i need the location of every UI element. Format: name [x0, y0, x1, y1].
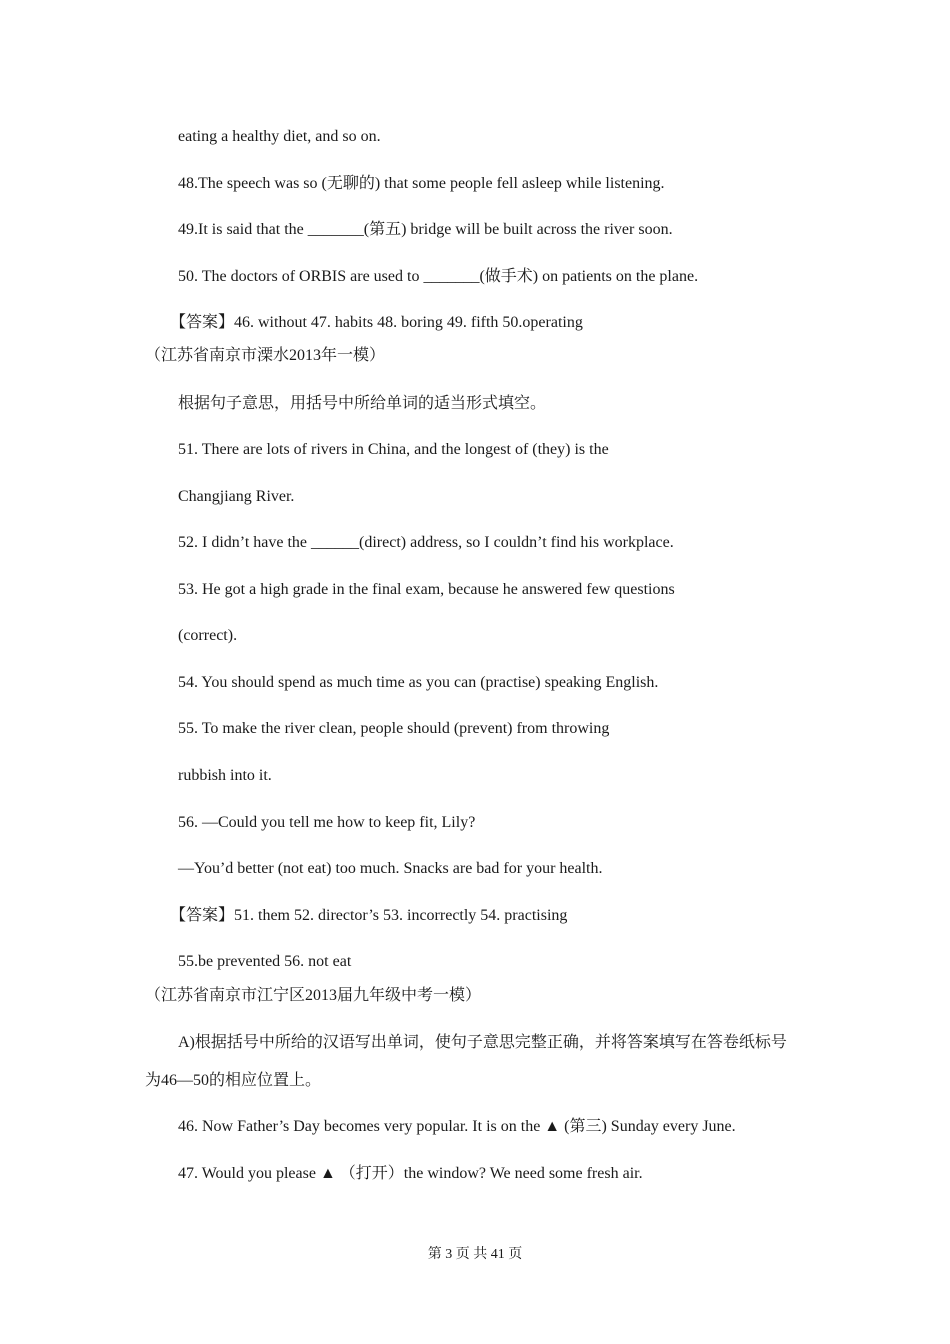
source-jiangning: （江苏省南京市江宁区2013届九年级中考一模） — [145, 987, 482, 1004]
question-49: 49.It is said that the _______(第五) bridge will be built across the river soon. — [178, 221, 673, 238]
question-56-cont: —You’d better (not eat) too much. Snacks are bad for your health. — [178, 860, 603, 877]
question-46: 46. Now Father’s Day becomes very popular. It is on the ▲ (第三) Sunday every June. — [178, 1118, 736, 1135]
question-51-cont: Changjiang River. — [178, 488, 295, 505]
answer-51-56-cont: 55.be prevented 56. not eat — [178, 953, 352, 970]
question-56: 56. —Could you tell me how to keep fit, Lily? — [178, 814, 476, 831]
question-48: 48.The speech was so (无聊的) that some people fell asleep while listening. — [178, 175, 665, 192]
instruction-46-50: A)根据括号中所给的汉语写出单词，使句子意思完整正确，并将答案填写在答卷纸标号 — [178, 1034, 787, 1051]
question-50: 50. The doctors of ORBIS are used to _______(做手术) on patients on the plane. — [178, 268, 699, 285]
answer-51-56: 【答案】51. them 52. director’s 53. incorrectly 54. practising — [170, 907, 568, 924]
answer-46-50: 【答案】46. without 47. habits 48. boring 49. fifth 50.operating — [170, 314, 583, 331]
page-footer: 第 3 页 共 41 页 — [427, 1247, 523, 1262]
question-54: 54. You should spend as much time as you can (practise) speaking English. — [178, 674, 659, 691]
question-51: 51. There are lots of rivers in China, and the longest of (they) is the — [178, 441, 609, 458]
instruction-46-50-cont: 为46—50的相应位置上。 — [145, 1072, 322, 1089]
question-47: 47. Would you please ▲ （打开）the window? We need some fresh air. — [178, 1165, 643, 1182]
source-lishui: （江苏省南京市溧水2013年一模） — [145, 347, 386, 364]
question-53: 53. He got a high grade in the final exam, because he answered few questions — [178, 581, 675, 598]
instruction-51-56: 根据句子意思，用括号中所给单词的适当形式填空。 — [178, 395, 547, 412]
text-line-1: eating a healthy diet, and so on. — [178, 128, 381, 145]
question-55-cont: rubbish into it. — [178, 767, 272, 784]
question-53-cont: (correct). — [178, 627, 238, 644]
question-55: 55. To make the river clean, people should (prevent) from throwing — [178, 720, 610, 737]
question-52: 52. I didn’t have the ______(direct) address, so I couldn’t find his workplace. — [178, 534, 674, 551]
